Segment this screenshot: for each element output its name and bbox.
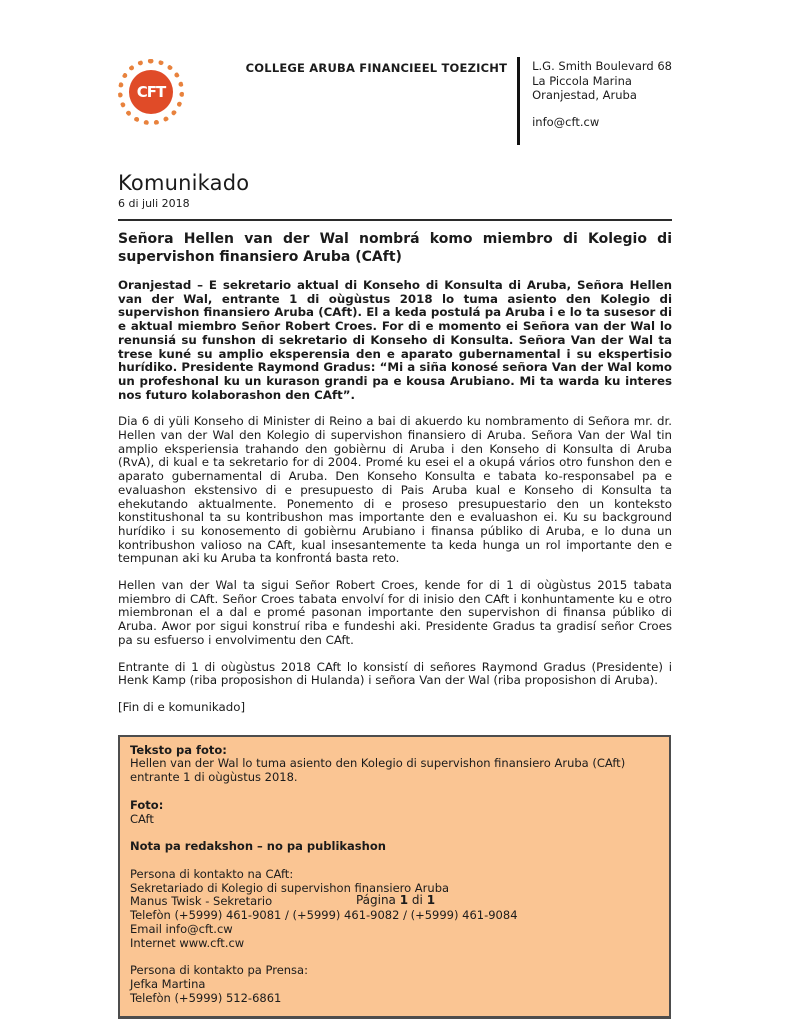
organization-name: COLLEGE ARUBA FINANCIEEL TOEZICHT	[245, 61, 508, 75]
contact-line: Telefòn (+5999) 461-9081 / (+5999) 461-9082 / (+5999) 461-9084	[130, 908, 518, 923]
box-spacer	[130, 826, 659, 840]
paragraph: Entrante di 1 di oùgùstus 2018 CAft lo konsistí di señores Raymond Gradus (Presidente) i Henk Kamp (riba proposishon di Hulanda) i señora Van der Wal (riba proposishon di Aruba).	[118, 659, 672, 688]
box-spacer	[130, 951, 659, 965]
editor-note-heading: Nota pa redakshon – no pa publikashon	[130, 839, 386, 854]
document-date: 6 di juli 2018	[118, 197, 190, 210]
photo-caption-text: Hellen van der Wal lo tuma asiento den Kolegio di supervishon finansiero Aruba (CAft) entrante 1 di oùgùstus 2018.	[130, 756, 626, 785]
cft-logo-seal-icon	[118, 59, 184, 125]
contact-line: Telefòn (+5999) 512-6861	[130, 991, 282, 1006]
page-of-label: di	[411, 893, 423, 907]
photo-caption-label: Teksto pa foto:	[130, 742, 227, 757]
letterhead-divider	[517, 57, 520, 145]
address-spacer	[532, 103, 672, 115]
paragraph: Dia 6 di yüli Konseho di Minister di Reino a bai di akuerdo ku nombramento di Señora mr. dr. Hellen van der Wal den Kolegio di supervishon finansiero di Aruba. Señora Van der Wal tin amplio eksperiensia trahando den gobièrnu di Aruba i den Konseho di Konsulta di Aruba (RvA), di kual e ta sekretario for di 2004. Promé ku esei el a okupá vários otro funshon den e aparato gubernamental di Aruba. Den Konseho Konsulta e tabata ko-responsabel pa e evaluashon ekstensivo di e presupuesto di Pais Aruba kual e Konseho di Konsulta ta ehekutando aktualmente. Ponemento di e proseso presupuestario den un konteksto konstitushonal ta su kontribushon mas importante den e evaluashon ei. Ku su background hurídiko i su konosemento di gobièrnu Arubiano i finansa públiko di Aruba, e lo duna un kontribushon valioso na CAft, kual insesantemente ta keda hunga un rol importante den e tempunan aki ku Aruba ta konfrontá basta reto.	[118, 414, 672, 566]
page-number: 1	[399, 893, 409, 907]
contact-line: Email info@cft.cw	[130, 922, 233, 937]
address-block	[532, 55, 672, 129]
contact-line: Manus Twisk - Sekretario	[130, 894, 273, 909]
paragraph: Hellen van der Wal ta sigui Señor Robert Croes, kende for di 1 di oùgùstus 2015 tabata miembro di CAft. Señor Croes tabata envolví for di inisio den CAft i konhuntamente ku e otro miembronan el a dal e promé pasonan importante den supervishon di finansa públiko di Aruba. Awor por sigui konstruí riba e fundeshi aki. Presidente Gradus ta gradisí señor Croes pa su esfuerso i envolvimentu den CAft.	[118, 578, 672, 647]
cft-logo-text: CFT	[136, 83, 166, 101]
contact-email: info@cft.cw	[532, 114, 600, 129]
horizontal-rule	[118, 219, 672, 221]
contact-caft-heading: Persona di kontakto na CAft:	[130, 866, 294, 881]
end-of-release-note: [Fin di e komunikado]	[118, 699, 246, 714]
address-line: L.G. Smith Boulevard 68	[532, 59, 672, 73]
photo-credit: CAft	[130, 811, 154, 826]
press-release-body	[118, 279, 672, 715]
box-spacer	[130, 854, 659, 868]
box-spacer	[130, 785, 659, 799]
letterhead	[118, 55, 672, 155]
contact-line: Jefka Martina	[130, 977, 206, 992]
contact-line: Sekretariado di Kolegio di supervishon finansiero Aruba	[130, 880, 450, 895]
photo-label: Foto:	[130, 797, 164, 812]
page-title: Komunikado	[118, 171, 250, 195]
paragraph-lead: Oranjestad – E sekretario aktual di Konseho di Konsulta di Aruba, Señora Hellen van der Wal, entrante 1 di oùgùstus 2018 lo tuma asiento den Kolegio di supervishon finansiero Aruba (CAft). El a keda postulá pa Aruba i e lo ta susesor di e aktual miembro Señor Robert Croes. For di e momento ei Señora van der Wal lo renunsiá su funshon di sekretario di Konseho di Konsulta. Señora Van der Wal ta trese kuné su amplio eksperensia den e aparato gubernamental i su ekspertisio hurídiko. Presidente Raymond Gradus: “Mi a siña konosé señora Van der Wal komo un profeshonal ku un kurason grandi pa e kousa Arubiano. Mi ta warda ku interes nos futuro kolaborashon den CAft”.	[118, 278, 672, 402]
contact-line: Internet www.cft.cw	[130, 935, 245, 950]
press-release-headline: Señora Hellen van der Wal nombrá komo miembro di Kolegio di supervishon finansiero Aruba (CAft)	[118, 231, 672, 265]
editor-note-box	[118, 735, 671, 1019]
page-label: Página	[355, 893, 396, 907]
cft-logo-core	[129, 70, 173, 114]
address-line: Oranjestad, Aruba	[532, 88, 637, 102]
address-line: La Piccola Marina	[532, 73, 632, 88]
page-number-footer	[0, 893, 791, 907]
page-total: 1	[426, 893, 436, 907]
contact-press-heading: Persona di kontakto pa Prensa:	[130, 963, 308, 978]
